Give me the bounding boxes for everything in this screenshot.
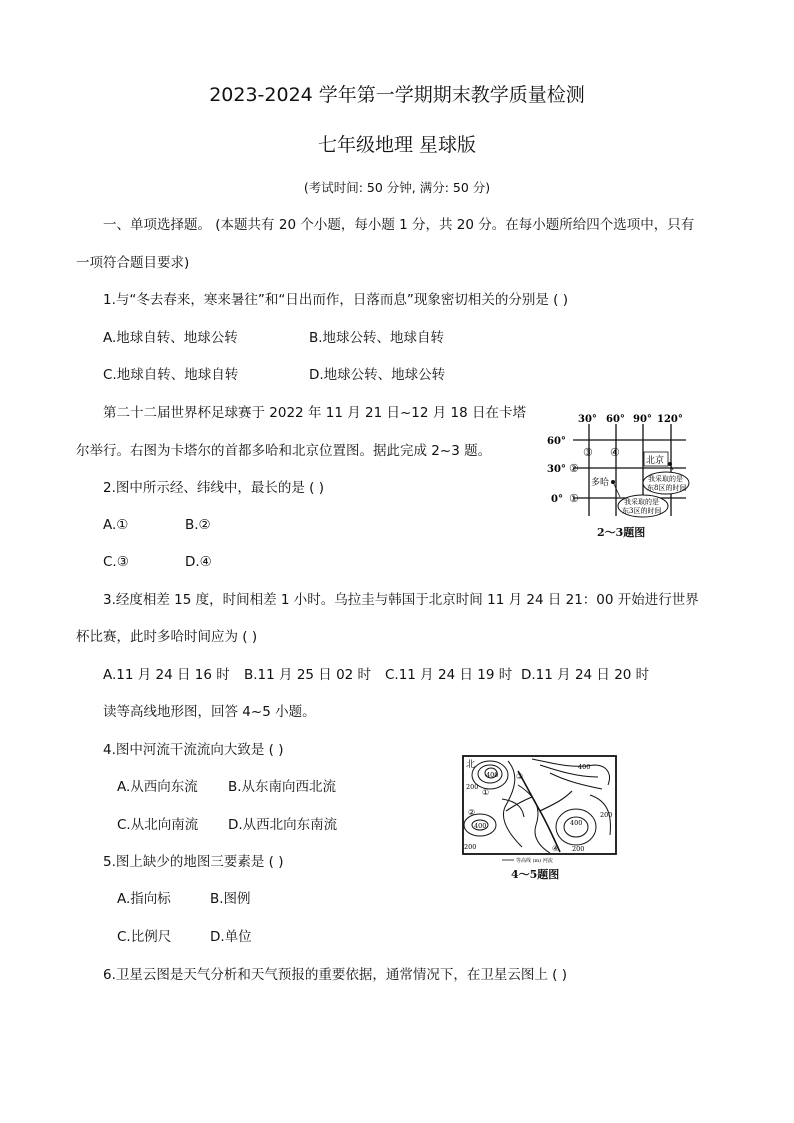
mark-3: ③ [583,446,593,459]
contour-label-7: 200 [572,845,585,853]
bubble1-line2: 东8区的时间 [647,484,687,492]
contour-label-6: 400 [570,819,583,827]
lon-label-60: 60° [606,414,625,425]
q2-option-b: B.② [185,517,211,533]
bubble1-line1: 我采取的是 [648,475,683,483]
q6-stem: 6.卫星云图是天气分析和天气预报的重要依据，通常情况下，在卫星云图上 ( ) [103,967,567,983]
q2-option-a: A.① [103,517,129,533]
city-doha-label: 多哈 [591,478,610,488]
map-mark-2: ② [468,808,476,817]
q2-option-c: C.③ [103,554,129,570]
q5-option-b: B.图例 [210,891,251,907]
q2-option-d: D.④ [185,554,212,570]
mark-4: ④ [610,446,620,459]
contour-label-5: 200 [600,811,613,819]
section-instruction-line1: 一、单项选择题。 (本题共有 20 个小题，每小题 1 分，共 20 分。在每小题所给四个选项中，只有 [103,217,695,233]
q4-option-a: A.从西向东流 [117,779,198,795]
contour-map-figure [462,755,618,865]
doha-beijing-map-figure [545,412,690,530]
map-mark-4: ④ [552,844,560,853]
city-beijing-label: 北京 [646,456,665,466]
q4-option-b: B.从东南向西北流 [228,779,337,795]
passage-2-3-line1: 第二十二届世界杯足球赛于 2022 年 11 月 21 日~12 月 18 日在卡塔 [103,405,527,421]
q1-option-d: D.地球公转、地球公转 [309,367,446,383]
map-mark-1: ① [482,788,490,797]
q3-option-d: D.11 月 24 日 20 时 [521,667,650,683]
contour-label-2: 200 [466,783,479,791]
mark-1: ① [569,492,579,505]
q1-option-a: A.地球自转、地球公转 [103,330,238,346]
q3-option-c: C.11 月 24 日 19 时 [385,667,513,683]
bubble2-line1: 我采取的是 [624,498,659,506]
figure2-caption: 4～5题图 [511,868,560,881]
q1-stem: 1.与“冬去春来，寒来暑往”和“日出而作，日落而息”现象密切相关的分别是 ( ) [103,292,568,308]
figure1-caption: 2～3题图 [597,526,646,539]
q3-option-a: A.11 月 24 日 16 时 [103,667,230,683]
lat-label-30: 30° [547,464,566,475]
q3-stem-line2: 杯比赛，此时多哈时间应为 ( ) [76,629,258,645]
lon-label-90: 90° [633,414,652,425]
contour-label-8: 200 [464,843,477,851]
map-legend: 等高线 (m) 河流 [516,858,553,864]
q4-stem: 4.图中河流干流流向大致是 ( ) [103,742,284,758]
section-instruction-line2: 一项符合题目要求) [76,255,190,271]
exam-title: 2023-2024 学年第一学期期末教学质量检测 [209,84,585,106]
q1-option-c: C.地球自转、地球自转 [103,367,239,383]
q5-option-a: A.指向标 [117,891,171,907]
q1-option-b: B.地球公转、地球自转 [309,330,445,346]
q5-option-d: D.单位 [210,929,252,945]
passage-2-3-line2: 尔举行。右图为卡塔尔的首都多哈和北京位置图。据此完成 2~3 题。 [76,443,492,459]
mark-2: ② [569,462,579,475]
contour-label-1: 400 [486,771,499,779]
map-mark-3: ③ [516,772,524,781]
q5-stem: 5.图上缺少的地图三要素是 ( ) [103,854,284,870]
contour-label-3: 400 [578,763,591,771]
lat-label-0: 0° [551,494,563,505]
contour-label-4: 400 [474,822,487,830]
passage-4-5: 读等高线地形图，回答 4~5 小题。 [103,704,316,720]
lat-label-60: 60° [547,436,566,447]
exam-info: (考试时间: 50 分钟, 满分: 50 分) [303,180,491,195]
q4-option-c: C.从北向南流 [117,817,199,833]
q5-option-c: C.比例尺 [117,929,172,945]
exam-subtitle: 七年级地理 星球版 [317,134,477,156]
q4-option-d: D.从西北向东南流 [228,817,338,833]
q2-stem: 2.图中所示经、纬线中，最长的是 ( ) [103,480,324,496]
lon-label-30: 30° [578,414,597,425]
north-label: 北 [466,760,476,770]
bubble2-line2: 东3区的时间 [622,507,662,515]
q3-option-b: B.11 月 25 日 02 时 [244,667,372,683]
q3-stem-line1: 3.经度相差 15 度，时间相差 1 小时。乌拉圭与韩国于北京时间 11 月 24 日 21：00 开始进行世界 [103,592,699,608]
lon-label-120: 120° [657,414,683,425]
